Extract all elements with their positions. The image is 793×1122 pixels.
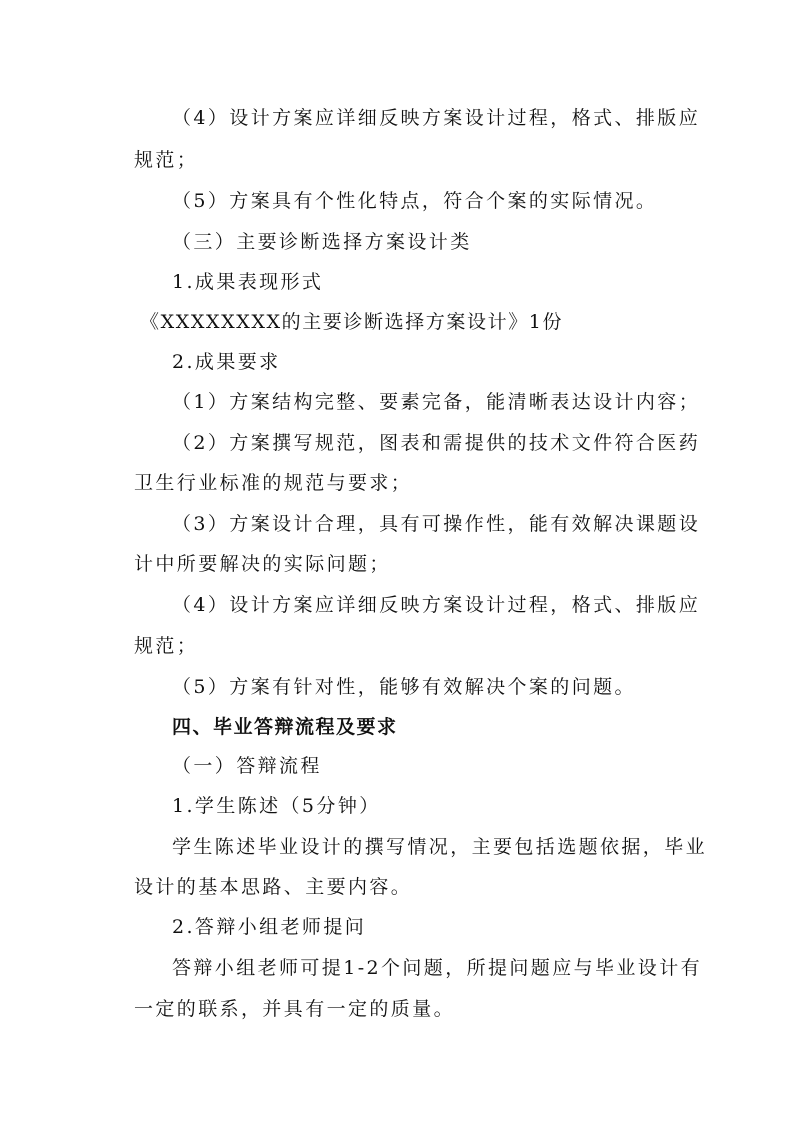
- paragraph-line: 设计的基本思路、主要内容。: [134, 876, 413, 898]
- section-subheading: （一）答辩流程: [172, 755, 322, 777]
- paragraph-line: （5）方案具有个性化特点，符合个案的实际情况。: [172, 190, 658, 212]
- item-heading: 1.成果表现形式: [172, 271, 324, 293]
- paragraph-line: （4）设计方案应详细反映方案设计过程，格式、排版应: [172, 594, 701, 616]
- paragraph-line: 卫生行业标准的规范与要求；: [134, 472, 413, 494]
- deliverable-title: 《XXXXXXXX的主要诊断选择方案设计》1份: [140, 311, 564, 333]
- paragraph-line: （5）方案有针对性，能够有效解决个案的问题。: [172, 676, 636, 698]
- paragraph-line: （3）方案设计合理，具有可操作性，能有效解决课题设: [172, 513, 701, 535]
- paragraph-line: 计中所要解决的实际问题；: [134, 553, 391, 575]
- section-heading: 四、毕业答辩流程及要求: [172, 716, 398, 738]
- paragraph-line: （2）方案撰写规范，图表和需提供的技术文件符合医药: [172, 432, 701, 454]
- item-heading: 2.答辩小组老师提问: [172, 916, 367, 938]
- paragraph-line: 学生陈述毕业设计的撰写情况，主要包括选题依据，毕业: [172, 836, 708, 858]
- item-heading: 1.学生陈述（5分钟）: [172, 795, 381, 817]
- paragraph-line: 规范；: [134, 635, 199, 657]
- item-heading: 2.成果要求: [172, 351, 281, 373]
- paragraph-line: 一定的联系，并具有一定的质量。: [134, 998, 456, 1020]
- section-subheading: （三）主要诊断选择方案设计类: [172, 231, 472, 253]
- paragraph-line: （4）设计方案应详细反映方案设计过程，格式、排版应: [172, 107, 701, 129]
- paragraph-line: 规范；: [134, 149, 199, 171]
- paragraph-line: 答辩小组老师可提1-2个问题，所提问题应与毕业设计有: [172, 957, 702, 979]
- paragraph-line: （1）方案结构完整、要素完备，能清晰表达设计内容；: [172, 391, 701, 413]
